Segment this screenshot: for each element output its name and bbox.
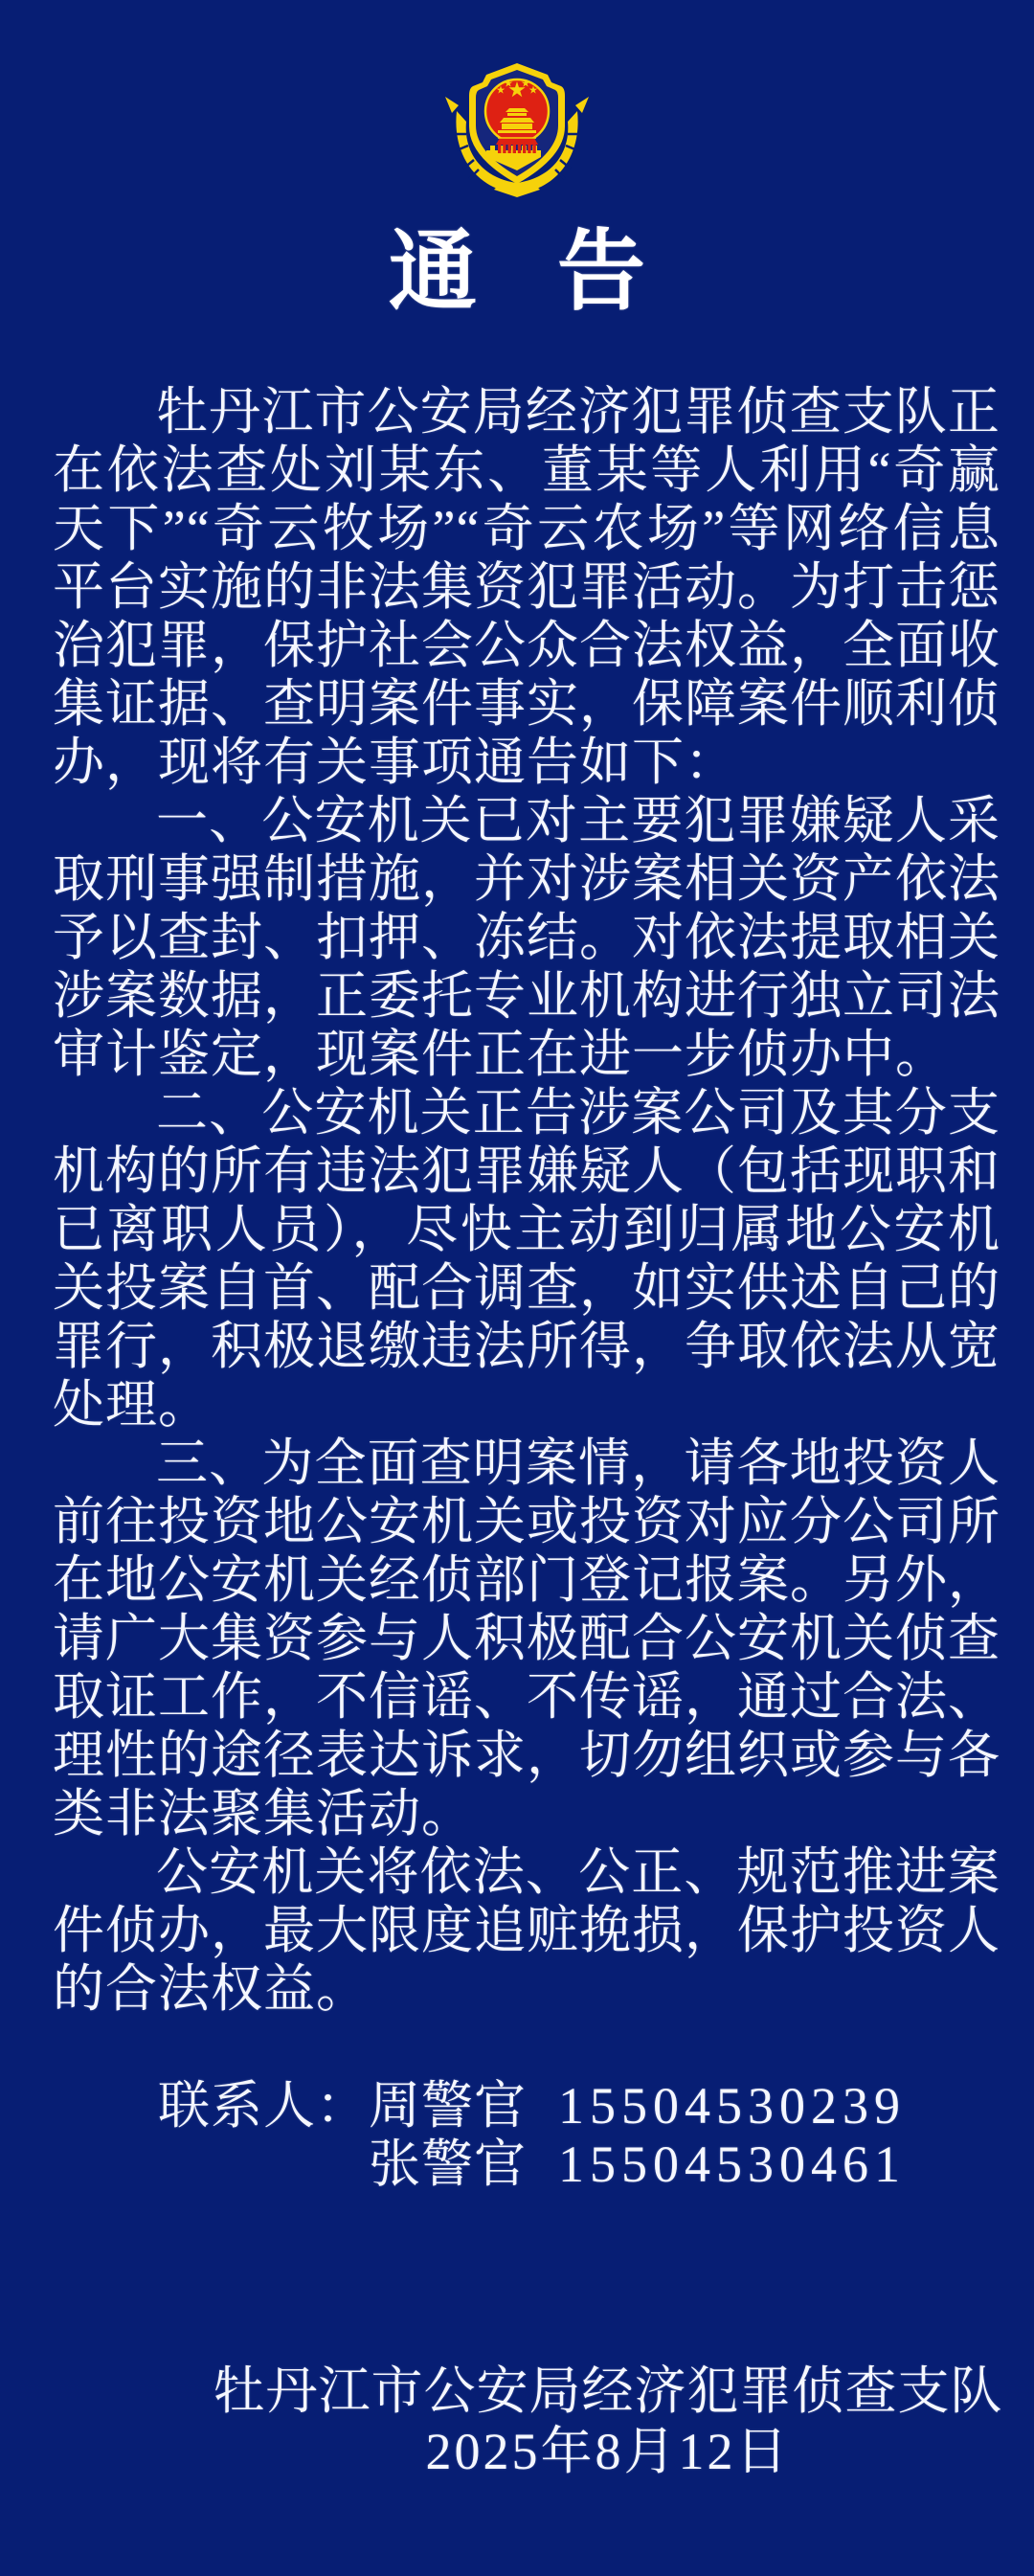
contact-block xyxy=(158,2077,906,2194)
police-badge-icon xyxy=(440,54,594,197)
contact-name-1: 周警官 xyxy=(369,2077,527,2135)
notice-title-char2: 告 xyxy=(557,223,646,321)
contact-line-1 xyxy=(158,2077,906,2135)
signature-block xyxy=(177,2361,1034,2482)
contact-name-2: 张警官 xyxy=(369,2135,527,2193)
contact-phone-2: 15504530461 xyxy=(558,2135,906,2193)
signature-date: 2025年8月12日 xyxy=(425,2423,791,2480)
contact-label: 联系人： xyxy=(158,2077,369,2135)
notice-title xyxy=(0,223,1034,321)
notice-body xyxy=(53,383,1000,2019)
paragraph-item-2: 二、公安机关正告涉案公司及其分支机构的所有违法犯罪嫌疑人（包括现职和已离职人员），尽快主动到归属地公安机关投案自首、配合调查，如实供述自己的罪行，积极退缴违法所得，争取依法从宽处理。 xyxy=(53,1084,1000,1434)
police-badge-svg xyxy=(440,54,594,197)
paragraph-item-1: 一、公安机关已对主要犯罪嫌疑人采取刑事强制措施，并对涉案相关资产依法予以查封、扣押、冻结。对依法提取相关涉案数据，正委托专业机构进行独立司法审计鉴定，现案件正在进一步侦办中。 xyxy=(53,792,1000,1083)
contact-line-2 xyxy=(158,2135,906,2194)
paragraph-intro: 牡丹江市公安局经济犯罪侦查支队正在依法查处刘某东、董某等人利用“奇赢天下”“奇云牧场”“奇云农场”等网络信息平台实施的非法集资犯罪活动。为打击惩治犯罪，保护社会公众合法权益，全面收集证据、查明案件事实，保障案件顺利侦办，现将有关事项通告如下： xyxy=(53,383,1000,791)
paragraph-closing: 公安机关将依法、公正、规范推进案件侦办，最大限度追赃挽损，保护投资人的合法权益。 xyxy=(53,1843,1000,2018)
paragraph-item-3: 三、为全面查明案情，请各地投资人前往投资地公安机关或投资对应分公司所在地公安机关经侦部门登记报案。另外，请广大集资参与人积极配合公安机关侦查取证工作，不信谣、不传谣，通过合法、理性的途径表达诉求，切勿组织或参与各类非法聚集活动。 xyxy=(53,1435,1000,1842)
contact-phone-1: 15504530239 xyxy=(558,2077,906,2135)
notice-title-char1: 通 xyxy=(388,223,477,321)
signature-agency: 牡丹江市公安局经济犯罪侦查支队 xyxy=(213,2362,1003,2420)
